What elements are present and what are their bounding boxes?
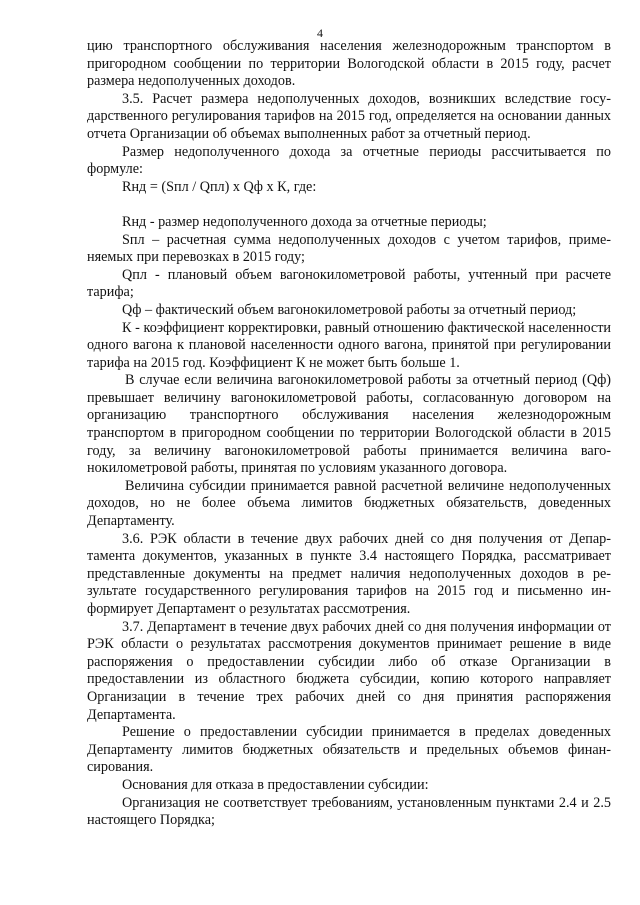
- paragraph: Основания для отказа в предоставлении субсидии:: [122, 776, 429, 793]
- paragraph: Решение о предоставлении субсидии принимается в пределах доведенных Департаменту лимитов бюджетных обязательств и предельных объемов финансирования.: [87, 724, 611, 776]
- paragraph-section-3-7: 3.7. Департамент в течение двух рабочих дней со дня получения информации от РЭК области о результатах рассмотрения документов принимает решение в виде распоряжения о предоставлении субсидии либо об отказе Организации в предоставлении из областного бюджета субсидии, копию которого направляет Организации в течение трех рабочих дней со дня принятия распоряжения Департамента.: [87, 618, 611, 723]
- formula-term-qf: Qф – фактический объем вагонокилометровой работы за отчетный период;: [122, 301, 577, 318]
- page-number: 4: [317, 26, 323, 40]
- formula-term-spl: Sпл – расчетная сумма недополученных доходов с учетом тарифов, применяемых при перевозках в 2015 году;: [87, 231, 611, 266]
- paragraph-section-3-5: 3.5. Расчет размера недополученных доходов, возникших вследствие государственного регулирования тарифов на 2015 год, определяется на основании данных отчета Организации об объемах выполненных работ за отчетный период.: [87, 90, 611, 142]
- document-body: [87, 38, 611, 830]
- paragraph: В случае если величина вагонокилометровой работы за отчетный период (Qф) превышает величину вагонокилометровой работы, согласованную договором на организацию транспортного обслуживания населения железнодорожным транспортом в пригородном сообщении по территории Вологодской области в 2015 году, за величину вагонокилометровой работы принимается величина вагонокилометровой работы, принятая по условиям указанного договора.: [87, 372, 611, 477]
- paragraph: Величина субсидии принимается равной расчетной величине недополученных доходов, но не более объема лимитов бюджетных обязательств, доведенных Департаменту.: [87, 477, 611, 530]
- formula-term-k: К - коэффициент корректировки, равный отношению фактической населенности одного вагона к плановой населенности одного вагона, принятой при регулировании тарифа на 2015 год. Коэффициент К не может быть больше 1.: [87, 319, 611, 371]
- formula: Rнд = (Sпл / Qпл) х Qф х К, где:: [122, 178, 317, 195]
- formula-term-rnd: Rнд - размер недополученного дохода за отчетные периоды;: [122, 213, 487, 230]
- blank-line: [87, 196, 611, 214]
- paragraph: цию транспортного обслуживания населения железнодорожным транспортом в пригородном сообщении по территории Вологодской области в 2015 году, расчет размера недополученных доходов.: [87, 38, 611, 90]
- paragraph: Организация не соответствует требованиям, установленным пунктами 2.4 и 2.5 настоящего Порядка;: [87, 794, 611, 829]
- paragraph: Размер недополученного дохода за отчетные периоды рассчитывается по формуле:: [87, 143, 611, 178]
- paragraph-section-3-6: 3.6. РЭК области в течение двух рабочих дней со дня получения от Департамента документов, указанных в пункте 3.4 настоящего Порядка, рассматривает представленные документы на предмет наличия недополученных доходов в результате государственного регулирования тарифов на 2015 год и письменно информирует Департамент о результатах рассмотрения.: [87, 530, 611, 617]
- formula-term-qpl: Qпл - плановый объем вагонокилометровой работы, учтенный при расчете тарифа;: [87, 266, 611, 301]
